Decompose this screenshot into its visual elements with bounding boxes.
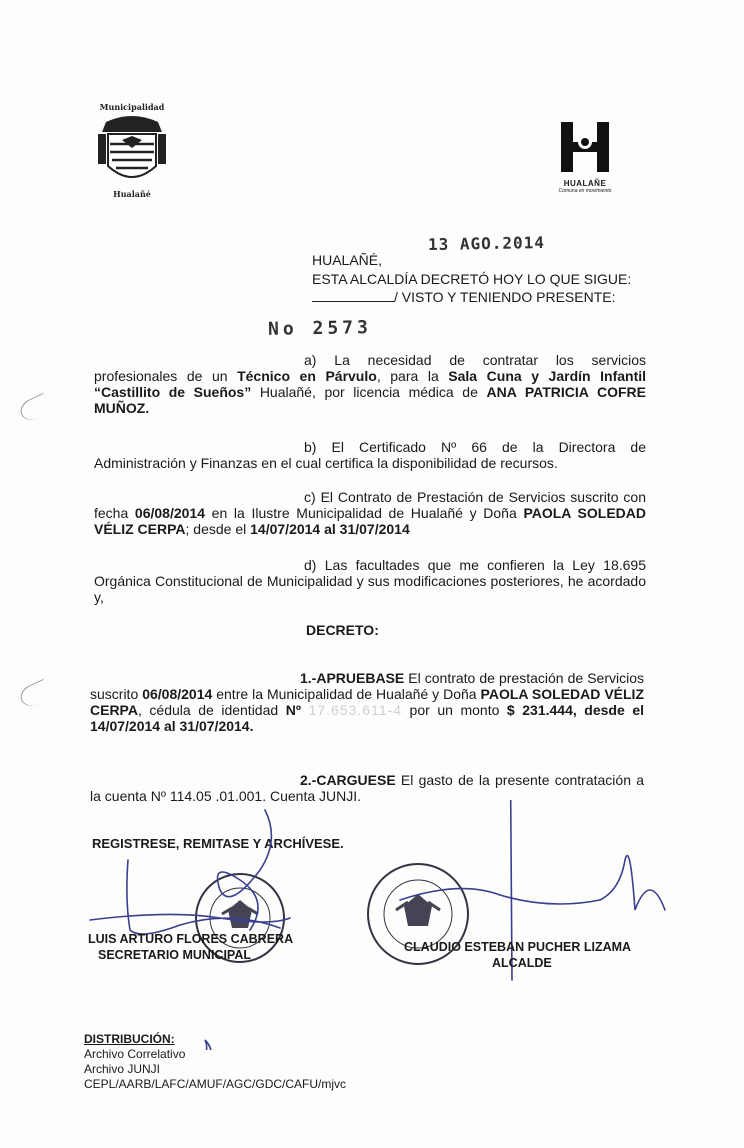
mayor-title: ALCALDE bbox=[492, 956, 552, 970]
punch-hole-mark bbox=[17, 393, 52, 424]
logo-top-text: Municipalidad bbox=[99, 102, 165, 112]
logo-bottom-text: Hualañé bbox=[113, 189, 151, 199]
date-stamp: 13 AGO.2014 bbox=[427, 232, 546, 255]
brand-name: HUALAÑE bbox=[563, 179, 607, 188]
header-visto bbox=[312, 289, 615, 305]
distribution-line: Archivo Correlativo bbox=[84, 1047, 186, 1061]
considerando-b: b) El Certificado Nº 66 de la Directora de Administración y Finanzas en el cual certifica la disponibilidad de recursos. bbox=[94, 439, 646, 471]
brand-tagline: Comuna en movimiento bbox=[558, 188, 612, 194]
article-one: 1.-APRUEBASE El contrato de prestación de Servicios suscrito 06/08/2014 entre la Municipalidad de Hualañé y Doña PAOLA SOLEDAD VÉLIZ CERPA, cédula de identidad Nº 17.653.611-4 por un monto $ 231.444, desde el 14/07/2014 al 31/07/2014. bbox=[90, 670, 644, 734]
closing-formula: REGISTRESE, REMITASE Y ARCHÍVESE. bbox=[92, 836, 344, 851]
mayor-name: CLAUDIO ESTEBAN PUCHER LIZAMA bbox=[404, 940, 632, 954]
considerando-d: d) Las facultades que me confieren la Ley 18.695 Orgánica Constitucional de Municipalidad y sus modificaciones posteriores, he acordado y, bbox=[94, 557, 646, 605]
distribution-title: DISTRIBUCIÓN: bbox=[84, 1032, 175, 1046]
header-city: HUALAÑÉ, bbox=[312, 252, 383, 268]
considerando-a: a) La necesidad de contratar los servicios profesionales de un Técnico en Párvulo, para la Sala Cuna y Jardín Infantil “Castillito de Sueños” Hualañé, por licencia médica de ANA PATRICIA COFRE MUÑOZ. bbox=[94, 352, 647, 416]
distribution-block bbox=[84, 1032, 346, 1092]
municipal-coat-of-arms-logo bbox=[92, 100, 172, 200]
distribution-line: CEPL/AARB/LAFC/AMUF/AGC/GDC/CAFU/mjvc bbox=[84, 1077, 347, 1091]
redacted-id: 17.653.611-4 bbox=[308, 702, 402, 718]
header-decree-intro: ESTA ALCALDÍA DECRETÓ HOY LO QUE SIGUE: bbox=[312, 271, 632, 287]
secretary-title: SECRETARIO MUNICIPAL bbox=[98, 948, 252, 962]
blank-line bbox=[312, 291, 394, 302]
considerando-c: c) El Contrato de Prestación de Servicios suscrito con fecha 06/08/2014 en la Ilustre Municipalidad de Hualañé y Doña PAOLA SOLEDAD VÉLIZ CERPA; desde el 14/07/2014 al 31/07/2014 bbox=[94, 489, 646, 537]
secretary-name: LUIS ARTURO FLORES CABRERA bbox=[88, 932, 294, 946]
punch-hole-mark bbox=[17, 679, 52, 710]
article-two: 2.-CARGUESE El gasto de la presente contratación a la cuenta Nº 114.05 .01.001. Cuenta JUNJI. bbox=[90, 772, 644, 804]
decreto-title: DECRETO: bbox=[306, 622, 379, 638]
decree-number: No 2573 bbox=[267, 317, 373, 340]
header-visto-text: / VISTO Y TENIENDO PRESENTE: bbox=[394, 289, 616, 305]
hualane-brand-logo bbox=[550, 120, 620, 200]
distribution-line: Archivo JUNJI bbox=[84, 1062, 161, 1076]
